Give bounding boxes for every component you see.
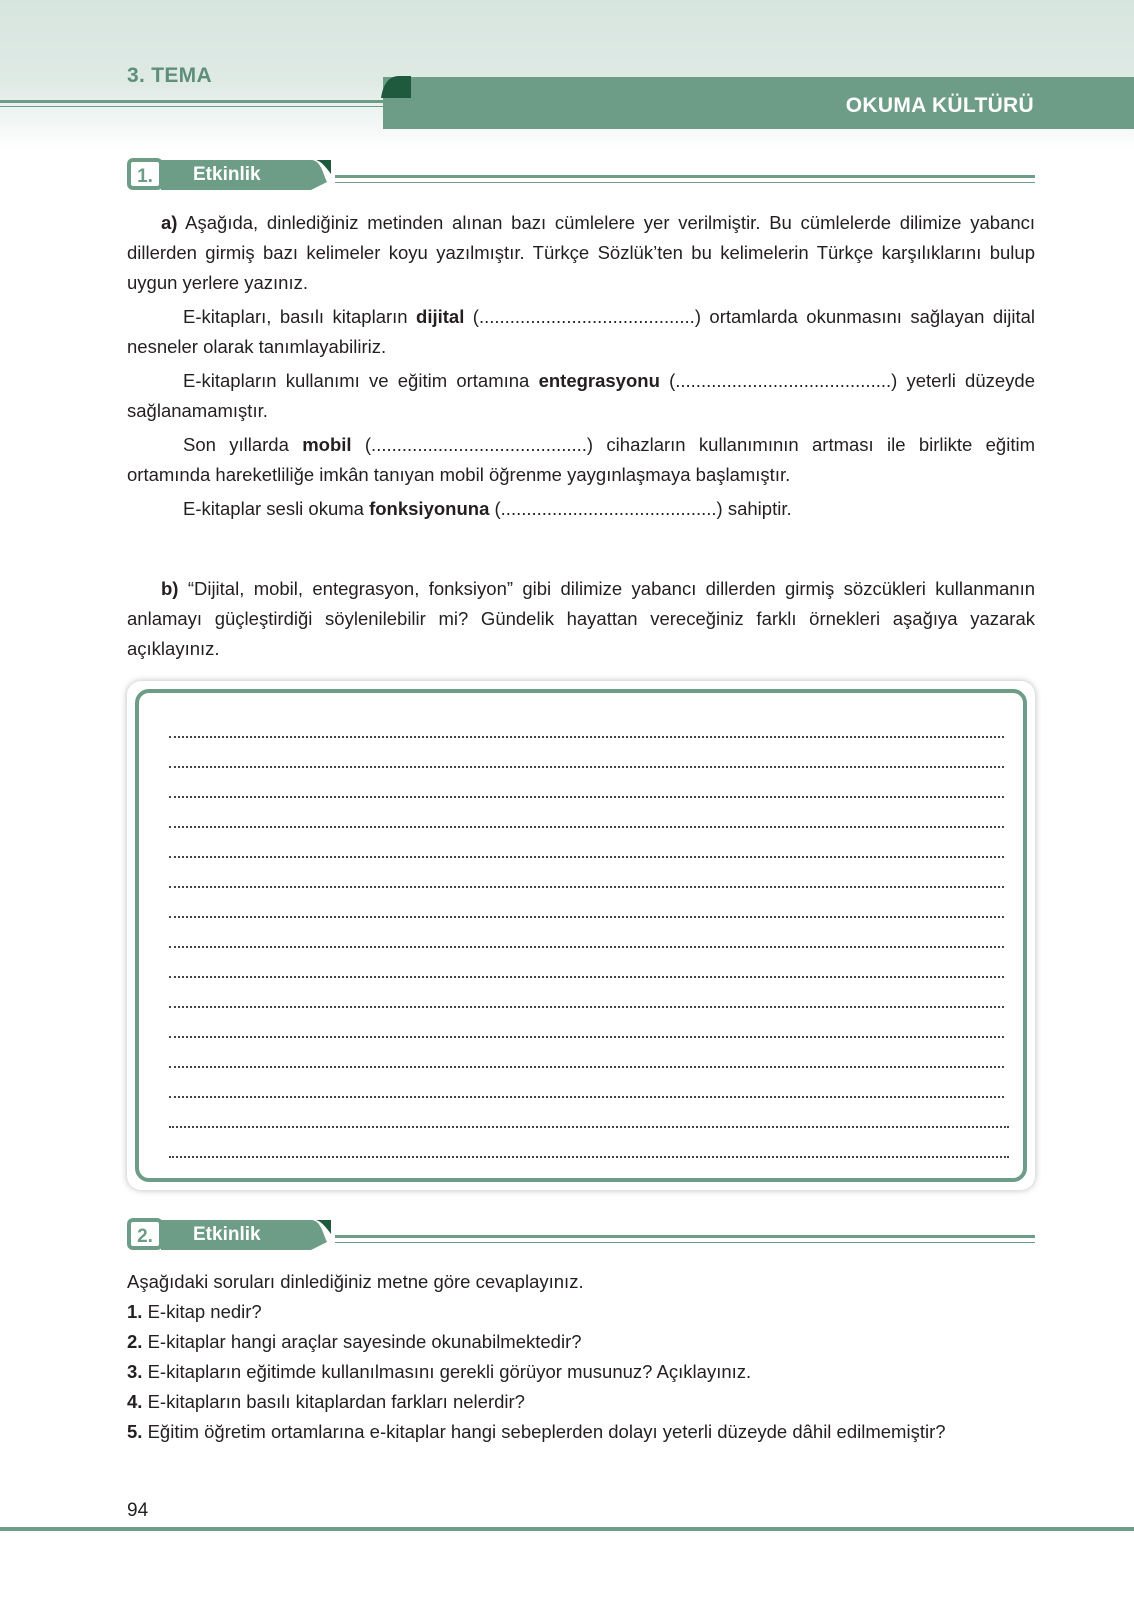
tab-notch-icon (381, 76, 411, 98)
answer-line[interactable] (169, 1096, 1004, 1098)
header-rule-thin (0, 106, 395, 107)
activity-rule-thin (335, 1242, 1035, 1243)
part-b-instruction (127, 574, 1035, 664)
activity-rule-thin (335, 182, 1035, 183)
question-4: 4. E-kitapların basılı kitaplardan farkları nelerdir? (127, 1391, 525, 1412)
answer-line[interactable] (169, 1006, 1004, 1008)
activity-1-part-b (127, 574, 1035, 664)
answer-line[interactable] (169, 1156, 1009, 1158)
header-rule (0, 100, 395, 103)
part-a-text: Aşağıda, dinlediğiniz metinden alınan bazı cümlelere yer verilmiştir. Bu cümlelerde dilimize yabancı dillerden girmiş bazı kelimeler koyu yazılmıştır. Türkçe Sözlük’ten bu kelimelerin Türkçe karşılıklarını bulup uygun yerlere yazınız. (127, 212, 1035, 293)
sentence-3: Son yıllarda mobil (..........................................) cihazların kullanımının artması ile birlikte eğitim ortamında hareketliliğe imkân tanıyan mobil öğrenme yaygınlaşmaya başlamıştır. (127, 434, 1035, 485)
bold-word: fonksiyonuna (369, 498, 490, 519)
question-5: 5. Eğitim öğretim ortamlarına e-kitaplar hangi sebeplerden dolayı yeterli düzeyde dâhil edilmemiştir? (127, 1421, 946, 1442)
part-a-instruction (127, 208, 1035, 298)
activity-number: 1. (127, 158, 163, 190)
answer-line[interactable] (169, 736, 1004, 738)
answer-line[interactable] (169, 856, 1004, 858)
answer-line[interactable] (169, 766, 1004, 768)
answer-line[interactable] (169, 946, 1004, 948)
activity-2-content (127, 1267, 1035, 1447)
answer-line[interactable] (169, 796, 1004, 798)
part-b-marker: b) (161, 578, 179, 599)
question-3: 3. E-kitapların eğitimde kullanılmasını gerekli görüyor musunuz? Açıklayınız. (127, 1361, 752, 1382)
sentence-2: E-kitapların kullanımı ve eğitim ortamına entegrasyonu (..........................................) yeterli düzeyde sağlanamamıştır. (127, 370, 1036, 421)
answer-line[interactable] (169, 916, 1004, 918)
activity-2-instruction: Aşağıdaki soruları dinlediğiniz metne göre cevaplayınız. (127, 1271, 584, 1292)
sentence-1: E-kitapları, basılı kitapların dijital (..........................................) ortamlarda okunmasını sağlayan dijital nesneler olarak tanımlayabiliriz. (127, 306, 1036, 357)
bold-word: dijital (416, 306, 465, 327)
question-2: 2. E-kitaplar hangi araçlar sayesinde okunabilmektedir? (127, 1331, 582, 1352)
answer-line[interactable] (169, 826, 1004, 828)
answer-box-frame (135, 689, 1027, 1182)
sentence-4: E-kitaplar sesli okuma fonksiyonuna (..........................................) sahiptir. (183, 498, 792, 519)
activity-rule (335, 175, 1035, 178)
activity-number: 2. (127, 1218, 163, 1250)
activity-label: Etkinlik (193, 1224, 261, 1245)
part-a-marker: a) (161, 212, 178, 233)
answer-line[interactable] (169, 1036, 1004, 1038)
activity-rule (335, 1235, 1035, 1238)
answer-line[interactable] (169, 1066, 1004, 1068)
answer-line[interactable] (169, 1126, 1009, 1128)
activity-1-header (127, 158, 1035, 192)
theme-label: 3. TEMA (127, 64, 212, 87)
answer-line[interactable] (169, 886, 1004, 888)
activity-2-header (127, 1218, 1035, 1252)
bold-word: entegrasyonu (538, 370, 660, 391)
answer-box[interactable] (127, 681, 1035, 1190)
page-number: 94 (127, 1500, 149, 1521)
activity-label: Etkinlik (193, 164, 261, 185)
part-b-text: “Dijital, mobil, entegrasyon, fonksiyon” gibi dilimize yabancı dillerden girmiş sözcükleri kullanmanın anlamayı güçleştirdiği söylenilebilir mi? Gündelik hayattan vereceğiniz farklı örnekleri aşağıya yazarak açıklayınız. (127, 578, 1035, 659)
footer-rule (0, 1527, 1134, 1531)
bold-word: mobil (302, 434, 352, 455)
section-title: OKUMA KÜLTÜRÜ (845, 94, 1034, 117)
answer-line[interactable] (169, 976, 1004, 978)
activity-1-part-a (127, 208, 1035, 524)
question-1: 1. E-kitap nedir? (127, 1301, 262, 1322)
